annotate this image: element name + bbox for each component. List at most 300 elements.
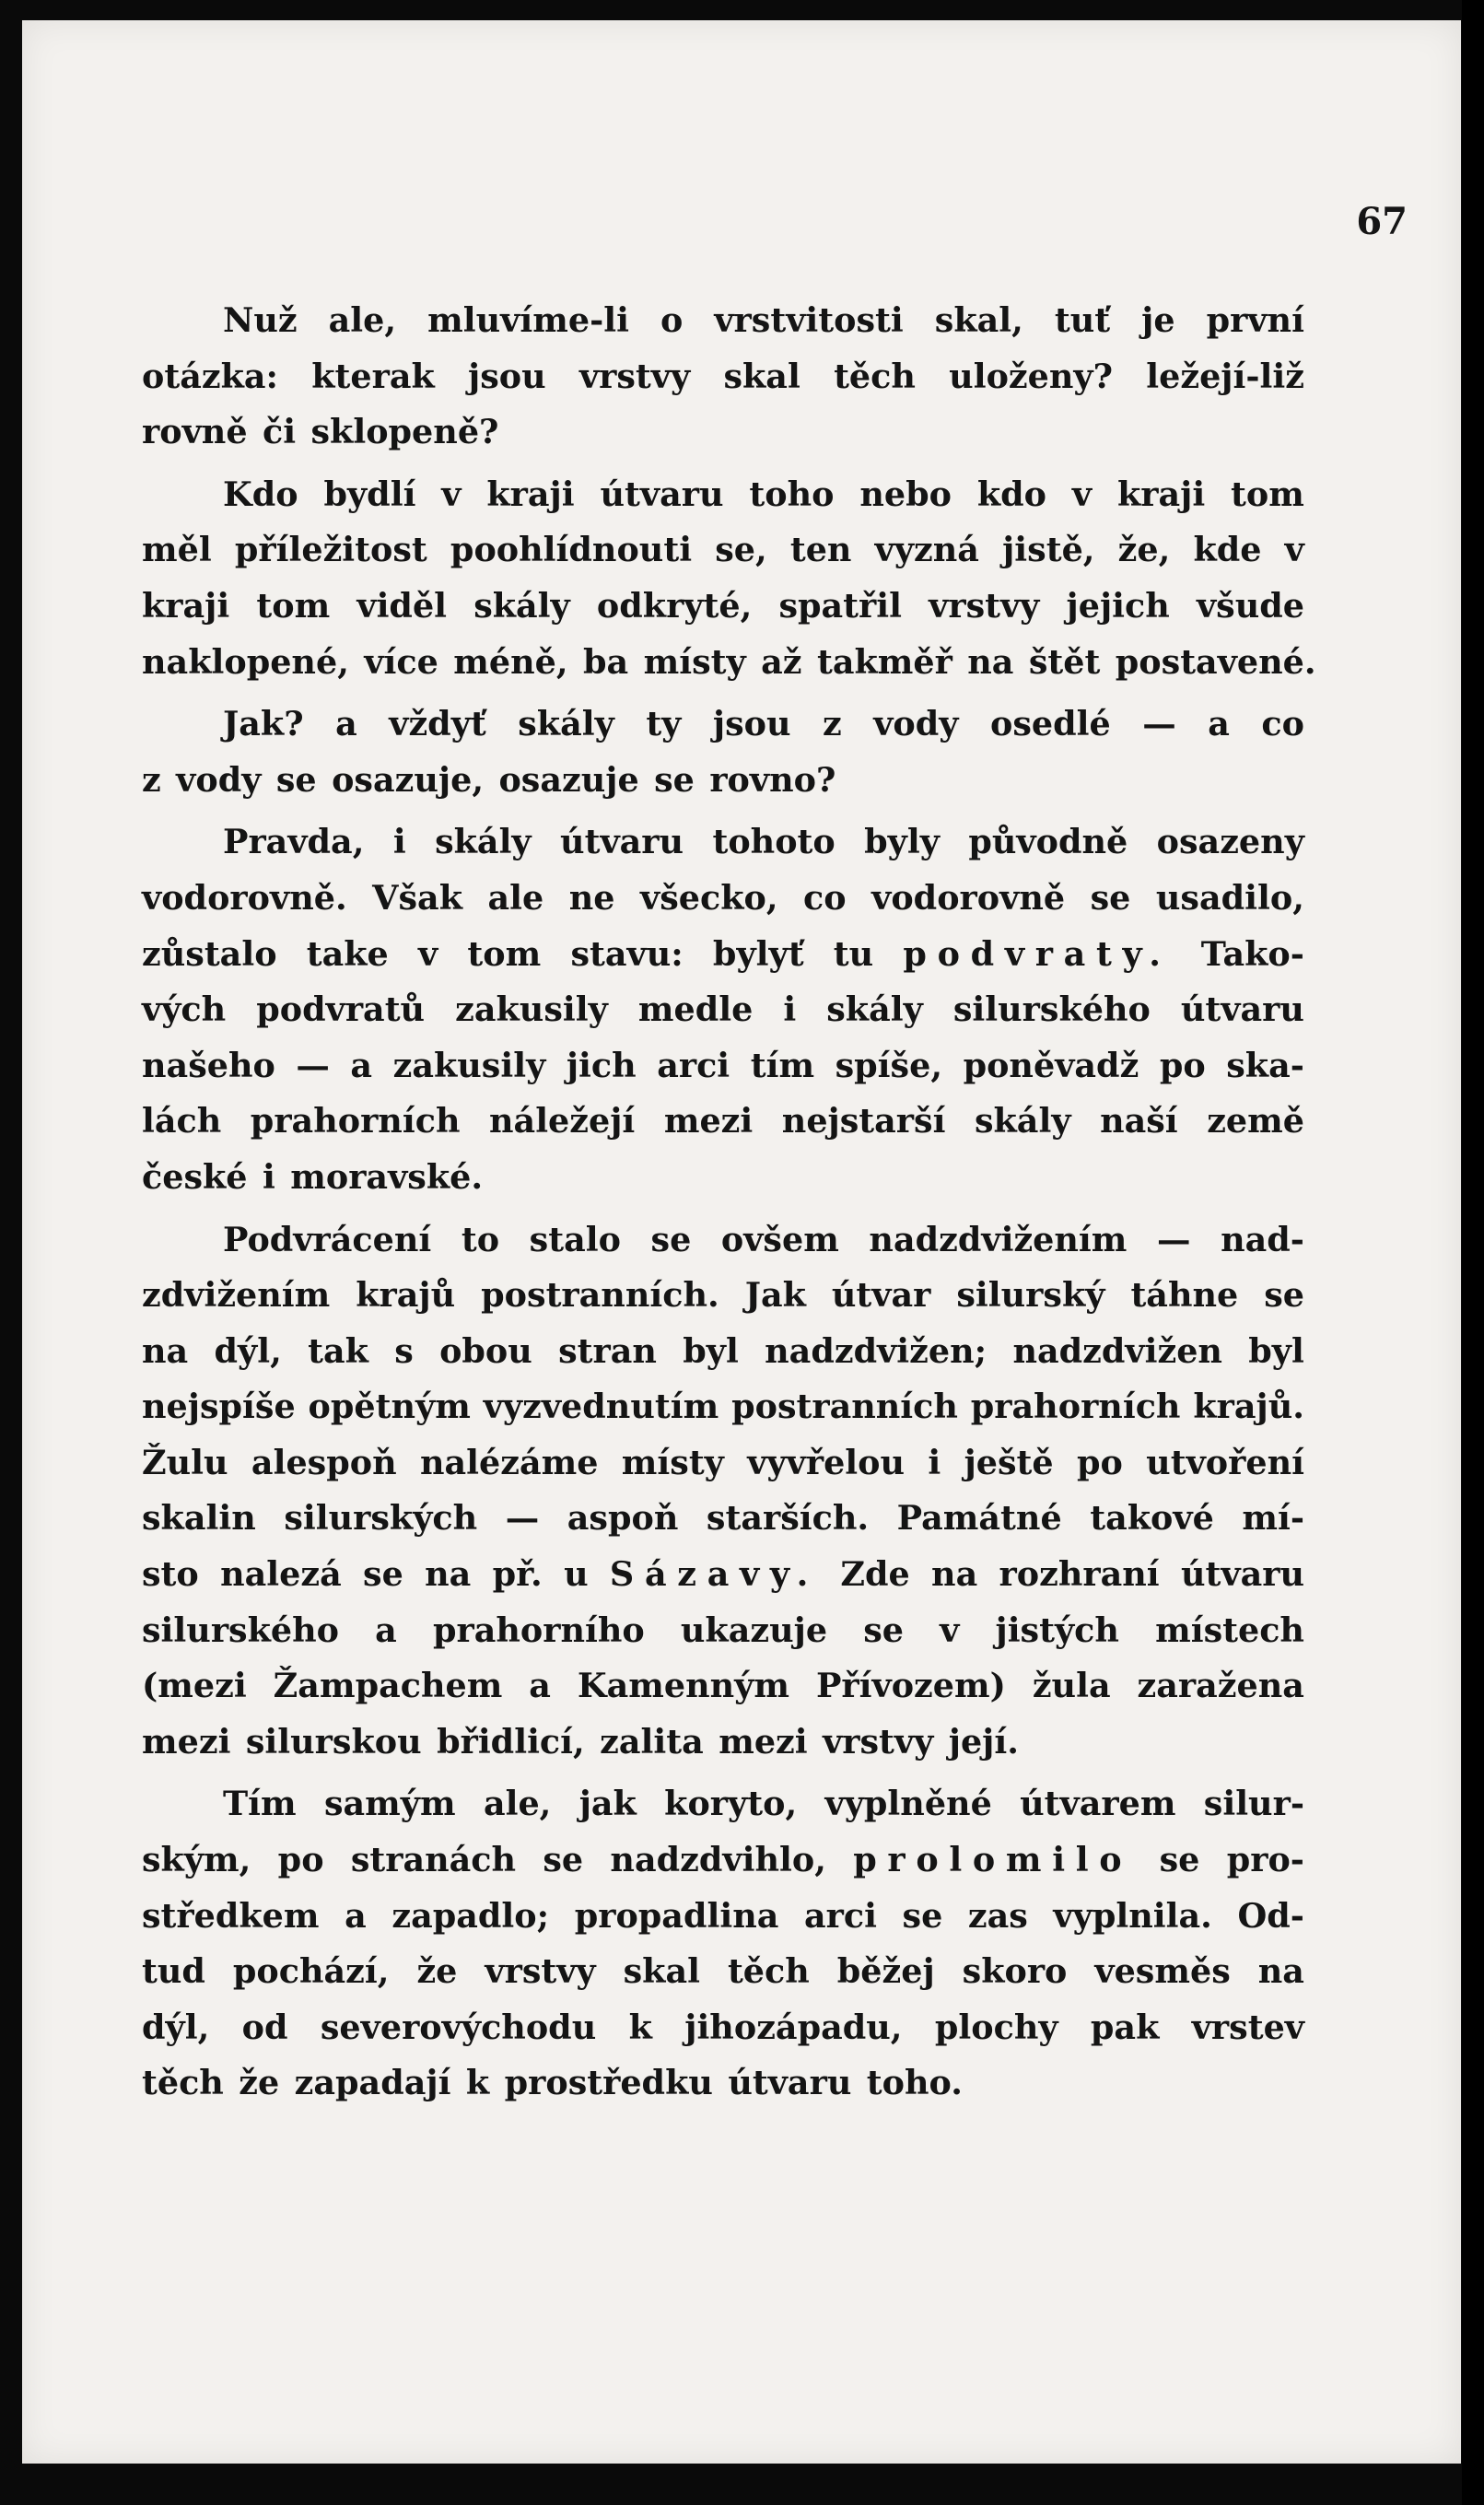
word: krajů. [1193, 1387, 1304, 1427]
text-line [142, 1547, 1304, 1603]
text-line [142, 2000, 1304, 2056]
word: i [783, 989, 797, 1030]
word: štět [1028, 641, 1101, 682]
word: a [335, 704, 357, 744]
word: arci [657, 1045, 730, 1085]
word: vyzná [874, 530, 979, 570]
word: zakusily [455, 989, 608, 1030]
word: zdvižením [142, 1275, 331, 1316]
word: více [364, 641, 438, 682]
word: vesměs [1094, 1951, 1231, 1992]
word: arci [803, 1895, 877, 1936]
word: take [306, 933, 389, 974]
word: středkem [142, 1895, 320, 1936]
word: Tím [223, 1784, 297, 1824]
word: podvraty. [903, 933, 1172, 974]
word: v [417, 933, 438, 974]
word: mezi [142, 1721, 231, 1762]
word: všude [1196, 585, 1304, 626]
word: útvaru [600, 474, 724, 514]
word: ale, [328, 300, 397, 340]
word: pochází, [232, 1951, 390, 1992]
text-line [142, 1268, 1304, 1324]
word: poněvadž [963, 1045, 1139, 1085]
word: místy [621, 1442, 724, 1482]
word: břidlicí, [437, 1721, 585, 1762]
text-line [142, 579, 1304, 635]
word: útvaru [1180, 989, 1304, 1030]
word: ukazuje [680, 1610, 828, 1650]
word: aspoň [567, 1498, 679, 1539]
word: po [1159, 1045, 1206, 1085]
text-line [142, 1094, 1304, 1150]
text-line [142, 753, 1304, 809]
word: příležitost [234, 530, 427, 570]
word: mezi [663, 1101, 754, 1141]
paragraph-break [142, 690, 1304, 696]
word: z [823, 704, 842, 744]
word: poohlídnouti [450, 530, 693, 570]
word: Pravda, [223, 822, 365, 862]
word: nadzdvižením [869, 1219, 1128, 1259]
word: př. [492, 1554, 543, 1595]
word: se [902, 1895, 943, 1936]
word: zalita [600, 1721, 704, 1762]
word: Jak? [223, 704, 304, 744]
word: její. [948, 1721, 1019, 1762]
word: nadzdvižen [1012, 1330, 1222, 1371]
word: takové [1090, 1498, 1214, 1539]
word: tohoto [712, 822, 835, 862]
text-line [142, 1212, 1304, 1269]
word: Památné [896, 1498, 1062, 1539]
word: toho. [866, 2063, 963, 2103]
text-line [142, 1150, 1304, 1206]
text-line [142, 1435, 1304, 1492]
word: skály [473, 585, 570, 626]
word: Kdo [223, 474, 298, 514]
word: osedlé [990, 704, 1111, 744]
word: nejstarší [781, 1101, 946, 1141]
word: našeho [142, 1045, 275, 1085]
word: se [543, 1840, 584, 1880]
word: stranách [350, 1840, 517, 1880]
word: mluvíme-li [427, 300, 629, 340]
word: kdo [976, 474, 1046, 514]
word: náležejí [489, 1101, 636, 1141]
word: zakusily [392, 1045, 546, 1085]
word: Zde [840, 1554, 910, 1595]
word: naší [1100, 1101, 1178, 1141]
text-line [142, 871, 1304, 927]
word: takměř [816, 641, 952, 682]
word: vyzvednutím [483, 1387, 719, 1427]
word: dýl, [214, 1330, 282, 1371]
text-line [142, 1379, 1304, 1435]
word: se [863, 1610, 904, 1650]
word: nadzdvižen; [765, 1330, 987, 1371]
word: odkryté, [596, 585, 753, 626]
word: a [350, 1045, 373, 1085]
word: jistých [995, 1610, 1119, 1650]
word: Nuž [223, 300, 298, 340]
word: země [1207, 1101, 1304, 1141]
word: po [277, 1840, 324, 1880]
word: medle [637, 989, 754, 1030]
word: uloženy? [949, 356, 1114, 396]
word: se [1090, 877, 1131, 918]
word: byl [683, 1330, 739, 1371]
word: Však [372, 877, 462, 918]
text-line [142, 1038, 1304, 1094]
word: dýl, [142, 2007, 210, 2047]
word: silurskou [245, 1721, 422, 1762]
word: zas [967, 1895, 1028, 1936]
word: co [1261, 704, 1304, 744]
word: o [660, 300, 684, 340]
word: mí- [1242, 1498, 1304, 1539]
word: nadzdvihlo, [610, 1840, 826, 1880]
text-line [142, 1324, 1304, 1380]
word: jihozápadu, [684, 2007, 903, 2047]
word: že, [1117, 530, 1171, 570]
word: nad- [1221, 1219, 1304, 1259]
word: a [1208, 704, 1230, 744]
word: jistě, [1002, 530, 1095, 570]
word: k [628, 2007, 652, 2047]
word: jejich [1066, 585, 1170, 626]
word: Kamenným [577, 1666, 790, 1706]
word: silurských [284, 1498, 478, 1539]
word: Od- [1237, 1895, 1304, 1936]
word: tom [256, 585, 331, 626]
word: se [1159, 1840, 1200, 1880]
word: Žulu [142, 1442, 228, 1482]
word: co [803, 877, 847, 918]
word: ským, [142, 1840, 251, 1880]
word: starších. [706, 1498, 870, 1539]
word: na [1257, 1951, 1304, 1992]
word: prolomilo [853, 1840, 1133, 1880]
word: zapadají [294, 2063, 451, 2103]
paragraph-break [142, 1206, 1304, 1212]
word: prahorních [970, 1387, 1181, 1427]
word: vrstvy [823, 1721, 934, 1762]
word: samým [323, 1784, 456, 1824]
word: vody [873, 704, 959, 744]
word: koryto, [664, 1784, 798, 1824]
word: rozhraní [999, 1554, 1160, 1595]
text-line [142, 1944, 1304, 2000]
body-text [142, 293, 1316, 2112]
word: původně [968, 822, 1128, 862]
text-line [142, 1603, 1304, 1659]
word: s [394, 1330, 414, 1371]
text-line [142, 982, 1304, 1038]
word: kraji [142, 585, 230, 626]
word: lách [142, 1101, 222, 1141]
word: osazeny [1156, 822, 1304, 862]
word: tím [750, 1045, 815, 1085]
word: v [1071, 474, 1093, 514]
word: vrstvy [485, 1951, 596, 1992]
word: zůstalo [142, 933, 277, 974]
word: skoro [962, 1951, 1068, 1992]
word: těch [834, 356, 916, 396]
word: otázka: [142, 356, 278, 396]
word: až [761, 641, 802, 682]
word: Sázavy. [609, 1554, 820, 1595]
word: — [296, 1045, 330, 1085]
word: vodorovně. [142, 877, 347, 918]
word: ty [646, 704, 682, 744]
word: rovno? [709, 759, 836, 800]
word: vyvřelou [747, 1442, 906, 1482]
word: Žampachem [273, 1666, 503, 1706]
word: bylyť [712, 933, 804, 974]
text-line [142, 635, 1316, 691]
word: silurského [952, 989, 1151, 1030]
word: prahorních [250, 1101, 461, 1141]
word: — [1157, 1219, 1191, 1259]
word: postranních [731, 1387, 958, 1427]
word: a [345, 1895, 367, 1936]
text-line [142, 349, 1304, 405]
word: v [1284, 530, 1304, 570]
word: k [465, 2063, 490, 2103]
word: osazuje, [332, 759, 485, 800]
word: jsou [712, 704, 791, 744]
word: táhne [1130, 1275, 1239, 1316]
text-line [142, 293, 1304, 349]
word: silurského [142, 1610, 339, 1650]
word: na [142, 1330, 189, 1371]
word: Jak [744, 1275, 806, 1316]
word: se [654, 759, 695, 800]
word: a [529, 1666, 551, 1706]
word: utvoření [1146, 1442, 1304, 1482]
word: se [363, 1554, 403, 1595]
word: vrstvy [929, 585, 1040, 626]
word: pro- [1226, 1840, 1304, 1880]
word: kraji [486, 474, 575, 514]
word: toho [749, 474, 835, 514]
text-line [142, 814, 1304, 871]
word: tom [1231, 474, 1304, 514]
word: postranních. [481, 1275, 719, 1316]
text-line [142, 1491, 1304, 1547]
word: útvaru [1180, 1554, 1304, 1595]
word: útvaru [560, 822, 684, 862]
word: stavu: [570, 933, 684, 974]
word: moravské. [290, 1156, 484, 1197]
word: ne [568, 877, 615, 918]
word: vrstvitosti [714, 300, 904, 340]
text-line [142, 404, 1304, 461]
word: (mezi [142, 1666, 247, 1706]
paragraph-break [142, 1770, 1304, 1776]
word: první [1206, 300, 1304, 340]
page-number: 67 [1356, 200, 1408, 243]
word: skal, [934, 300, 1023, 340]
text-line [142, 522, 1304, 579]
word: těch [142, 2063, 224, 2103]
word: ovšem [720, 1219, 839, 1259]
word: ležejí-liž [1146, 356, 1304, 396]
word: spatřil [778, 585, 902, 626]
word: silurský [956, 1275, 1105, 1316]
word: i [928, 1442, 941, 1482]
word: tud [142, 1951, 205, 1992]
word: je [1141, 300, 1175, 340]
word: tak [308, 1330, 368, 1371]
word: vždyť [389, 704, 486, 744]
word: kraji [1116, 474, 1206, 514]
word: že [239, 2063, 280, 2103]
word: se [1264, 1275, 1304, 1316]
word: postavené. [1115, 641, 1316, 682]
word: na [967, 641, 1014, 682]
word: spíše, [835, 1045, 943, 1085]
word: byl [1248, 1330, 1304, 1371]
word: a [375, 1610, 397, 1650]
word: zaražena [1137, 1666, 1304, 1706]
word: i [262, 1156, 275, 1197]
word: skály [826, 989, 923, 1030]
word: bydlí [323, 474, 416, 514]
word: Podvrácení [223, 1219, 432, 1259]
word: od [241, 2007, 288, 2047]
word: silur- [1203, 1784, 1304, 1824]
scan-right-edge [1462, 0, 1484, 2505]
word: ba [583, 641, 629, 682]
word: se [275, 759, 317, 800]
word: ten [789, 530, 852, 570]
word: — [1142, 704, 1176, 744]
word: útvarem [1020, 1784, 1176, 1824]
word: z [142, 759, 161, 800]
word: těch [727, 1951, 810, 1992]
word: jich [566, 1045, 637, 1085]
word: po [1076, 1442, 1123, 1482]
word: propadlina [574, 1895, 779, 1936]
word: jak [578, 1784, 637, 1824]
text-line [142, 1658, 1304, 1715]
text-line [142, 1832, 1304, 1889]
word: vrstvy [578, 356, 691, 396]
word: nalézáme [419, 1442, 599, 1482]
word: se [650, 1219, 692, 1259]
word: běžej [836, 1951, 935, 1992]
word: skály [974, 1101, 1071, 1141]
word: vrstev [1191, 2007, 1304, 2047]
word: u [564, 1554, 589, 1595]
paragraph-break [142, 461, 1304, 467]
word: kterak [311, 356, 435, 396]
word: na [425, 1554, 472, 1595]
word: tu [833, 933, 874, 974]
word: plochy [934, 2007, 1058, 2047]
word: zapadlo; [391, 1895, 550, 1936]
word: naklopené, [142, 641, 349, 682]
word: i [392, 822, 406, 862]
book-page [22, 20, 1461, 2464]
paragraph-break [142, 808, 1304, 814]
word: nebo [859, 474, 952, 514]
word: nejspíše [142, 1387, 296, 1427]
word: sto [142, 1554, 199, 1595]
word: osazuje [498, 759, 639, 800]
word: to [461, 1219, 500, 1259]
word: pak [1090, 2007, 1160, 2047]
word: rovně [142, 412, 248, 452]
text-line [142, 2055, 1304, 2112]
word: útvaru [728, 2063, 852, 2103]
word: skály [518, 704, 614, 744]
text-line [142, 1889, 1304, 1945]
word: prahorního [432, 1610, 645, 1650]
word: méně, [453, 641, 568, 682]
word: že [416, 1951, 458, 1992]
word: v [441, 474, 462, 514]
word: opětným [308, 1387, 471, 1427]
word: všecko, [640, 877, 778, 918]
text-line [142, 467, 1304, 523]
word: stalo [529, 1219, 621, 1259]
word: měl [142, 530, 212, 570]
word: české [142, 1156, 248, 1197]
word: ale [487, 877, 544, 918]
word: místech [1155, 1610, 1304, 1650]
word: skalin [142, 1498, 256, 1539]
word: tom [467, 933, 542, 974]
word: byly [864, 822, 940, 862]
word: či [262, 412, 297, 452]
word: kde [1193, 530, 1262, 570]
text-line [142, 1776, 1304, 1832]
word: ještě [964, 1442, 1054, 1482]
word: na [931, 1554, 978, 1595]
word: — [505, 1498, 540, 1539]
word: mezi [719, 1721, 808, 1762]
word: Tako- [1200, 933, 1304, 974]
word: ale, [483, 1784, 552, 1824]
word: obou [439, 1330, 532, 1371]
word: podvratů [256, 989, 426, 1030]
word: severovýchodu [320, 2007, 597, 2047]
word: krajů [356, 1275, 456, 1316]
word: místy [643, 641, 746, 682]
word: vodorovně [871, 877, 1066, 918]
word: vyplnila. [1053, 1895, 1212, 1936]
word: v [940, 1610, 960, 1650]
word: se, [715, 530, 767, 570]
word: jsou [468, 356, 546, 396]
text-line [142, 696, 1304, 753]
word: žula [1032, 1666, 1111, 1706]
word: vých [142, 989, 227, 1030]
word: alespoň [251, 1442, 397, 1482]
word: sklopeně? [310, 412, 499, 452]
word: útvar [831, 1275, 931, 1316]
word: vyplněné [824, 1784, 992, 1824]
word: skal [623, 1951, 700, 1992]
text-line [142, 927, 1304, 983]
word: tuť [1054, 300, 1111, 340]
word: viděl [356, 585, 448, 626]
word: nalezá [220, 1554, 342, 1595]
word: ska- [1226, 1045, 1304, 1085]
